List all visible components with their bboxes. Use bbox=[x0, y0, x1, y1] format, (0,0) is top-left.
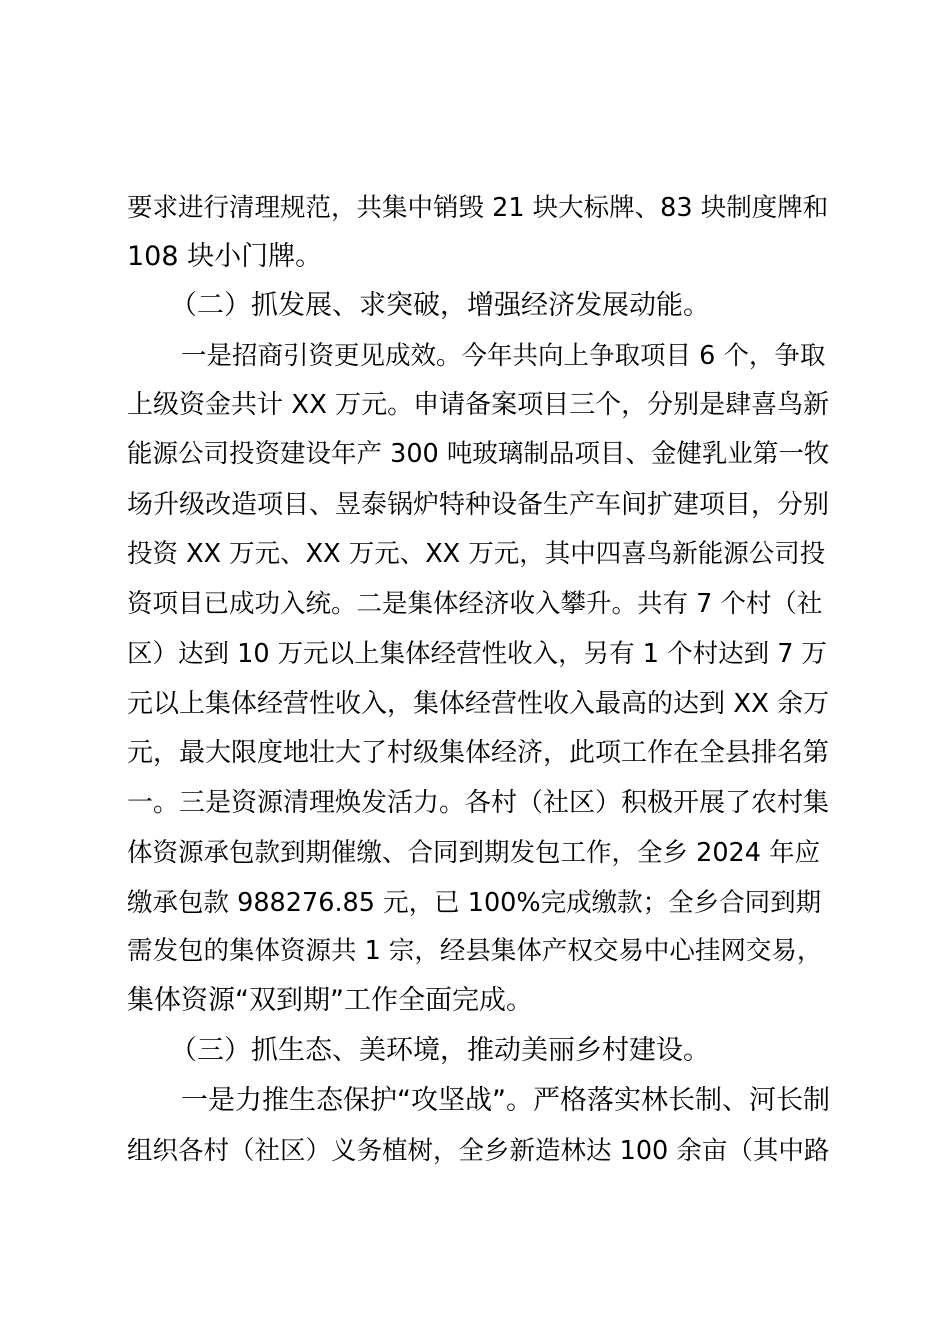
text-line: 要求进行清理规范，共集中销毁 21 块大标牌、83 块制度牌和 bbox=[127, 193, 829, 223]
text-line: 需发包的集体资源共 1 宗，经县集体产权交易中心挂网交易， bbox=[127, 936, 823, 966]
text-line: 元以上集体经营性收入，集体经营性收入最高的达到 XX 余万 bbox=[127, 689, 830, 719]
text-line: 一是招商引资更见成效。今年共向上争取项目 6 个，争取 bbox=[181, 341, 826, 371]
text-line: 投资 XX 万元、XX 万元、XX 万元，其中四喜鸟新能源公司投 bbox=[127, 539, 826, 569]
text-line: 集体资源“双到期”工作全面完成。 bbox=[127, 985, 533, 1016]
text-line: 场升级改造项目、昱泰锅炉特种设备生产车间扩建项目，分别 bbox=[127, 490, 830, 520]
text-line: 组织各村（社区）义务植树，全乡新造林达 100 余亩（其中路 bbox=[127, 1136, 830, 1166]
text-line: 区）达到 10 万元以上集体经营性收入，另有 1 个村达到 7 万 bbox=[127, 639, 828, 669]
section-heading: （三）抓生态、美环境，推动美丽乡村建设。 bbox=[170, 1035, 710, 1066]
text-line: 体资源承包款到期催缴、合同到期发包工作，全乡 2024 年应 bbox=[127, 838, 821, 868]
text-line: 一。三是资源清理焕发活力。各村（社区）积极开展了农村集 bbox=[127, 788, 830, 818]
text-line: 108 块小门牌。 bbox=[127, 241, 323, 272]
text-line: 上级资金共计 XX 万元。申请备案项目三个，分别是肆喜鸟新 bbox=[127, 390, 830, 420]
section-heading: （二）抓发展、求突破，增强经济发展动能。 bbox=[170, 290, 710, 321]
text-line: 资项目已成功入统。二是集体经济收入攀升。共有 7 个村（社 bbox=[127, 589, 823, 619]
text-line: 能源公司投资建设年产 300 吨玻璃制品项目、金健乳业第一牧 bbox=[127, 439, 830, 469]
text-line: 元，最大限度地壮大了村级集体经济，此项工作在全县排名第 bbox=[127, 738, 830, 768]
text-line: 一是力推生态保护“攻坚战”。严格落实林长制、河长制 bbox=[181, 1085, 830, 1116]
text-line: 缴承包款 988276.85 元，已 100%完成缴款；全乡合同到期 bbox=[127, 888, 822, 918]
